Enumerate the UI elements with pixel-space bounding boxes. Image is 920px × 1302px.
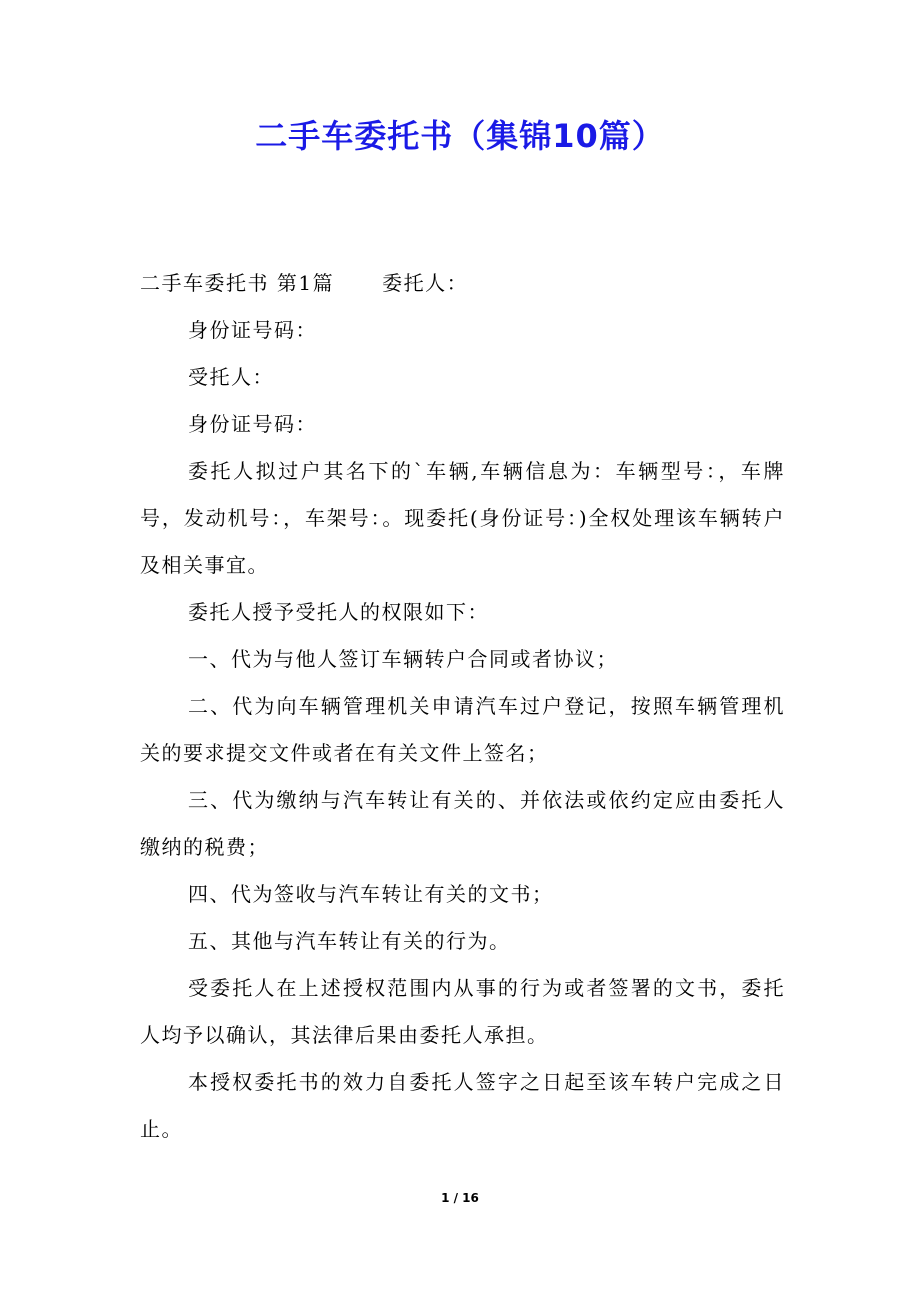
authority-intro-paragraph: 委托人授予受托人的权限如下： <box>188 600 489 624</box>
agent-label: 受托人： <box>188 365 274 389</box>
authority-item-1: 一、代为与他人签订车辆转户合同或者协议； <box>188 647 618 671</box>
confirmation-paragraph: 受委托人在上述授权范围内从事的行为或者签署的文书，委托人均予以确认，其法律后果由委托人承担。 <box>140 976 785 1047</box>
principal-id-number-label: 身份证号码： <box>188 318 317 342</box>
document-body <box>140 260 785 1153</box>
section-first-line <box>140 260 785 307</box>
agent-id-number-label: 身份证号码： <box>188 412 317 436</box>
authority-item-3: 三、代为缴纳与汽车转让有关的、并依法或依约定应由委托人缴纳的税费； <box>140 788 785 859</box>
principal-field-label: 委托人： <box>382 271 469 295</box>
vehicle-info-paragraph: 委托人拟过户其名下的`车辆,车辆信息为：车辆型号：，车牌号，发动机号：，车架号：。现委托(身份证号：)全权处理该车辆转户及相关事宜。 <box>140 459 785 577</box>
document-title: 二手车委托书（集锦10篇） <box>255 117 665 155</box>
authority-item-5: 五、其他与汽车转让有关的行为。 <box>188 929 511 953</box>
section-heading: 二手车委托书 第1篇 <box>140 271 335 295</box>
authority-item-2: 二、代为向车辆管理机关申请汽车过户登记，按照车辆管理机关的要求提交文件或者在有关文件上签名； <box>140 694 785 765</box>
authority-item-4: 四、代为签收与汽车转让有关的文书； <box>188 882 554 906</box>
validity-paragraph: 本授权委托书的效力自委托人签字之日起至该车转户完成之日止。 <box>140 1070 785 1141</box>
page-number: 1 / 16 <box>441 1191 479 1205</box>
